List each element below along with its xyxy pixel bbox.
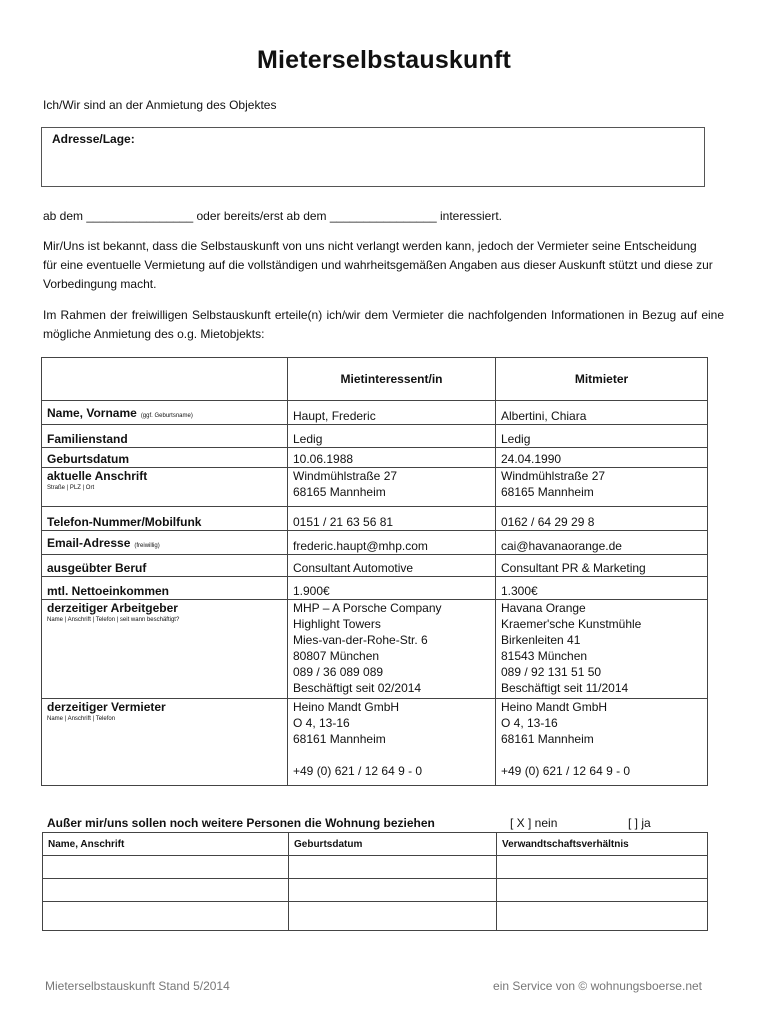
footer-service: ein Service von © wohnungsboerse.net	[493, 979, 702, 993]
address-field[interactable]	[41, 127, 705, 187]
row-label: Email-Adresse (freiwillig)	[42, 531, 288, 555]
row-sublabel: Straße | PLZ | Ort	[47, 485, 95, 491]
table-row	[43, 902, 708, 931]
further-persons-table	[42, 832, 708, 931]
table-row-familienstand	[42, 425, 708, 448]
row-sublabel: Name | Anschrift | Telefon	[47, 716, 116, 722]
row-sublabel: Name | Anschrift | Telefon | seit wann beschäftigt?	[47, 617, 180, 623]
table-row	[43, 879, 708, 902]
cell-mitmieter[interactable]: Ledig	[496, 425, 708, 448]
further-persons-question: Außer mir/uns sollen noch weitere Personen die Wohnung beziehen	[47, 816, 435, 830]
address-label: Adresse/Lage:	[52, 132, 135, 146]
empty-cell[interactable]	[289, 879, 497, 902]
empty-cell[interactable]	[43, 879, 289, 902]
empty-cell[interactable]	[289, 856, 497, 879]
table-row-telefon	[42, 507, 708, 531]
cell-interessent[interactable]: Heino Mandt GmbH O 4, 13-16 68161 Mannheim +49 (0) 621 / 12 64 9 - 0	[288, 699, 496, 786]
option-nein-checkbox[interactable]: [ X ] nein	[510, 816, 558, 830]
intro-text: Ich/Wir sind an der Anmietung des Objektes	[43, 98, 277, 112]
table-row-email	[42, 531, 708, 555]
cell-interessent[interactable]: Haupt, Frederic	[288, 401, 496, 425]
notice-paragraph: Mir/Uns ist bekannt, dass die Selbstauskunft von uns nicht verlangt werden kann, jedoch der Vermieter seine Entscheidung für eine eventuelle Vermietung auf die vollständigen und wahrheitsgemäßen Angaben aus dieser Auskunft stützt und diese zur Vorbedingung macht.	[43, 239, 713, 291]
table-row-arbeitgeber	[42, 600, 708, 699]
option-ja-checkbox[interactable]: [ ] ja	[628, 816, 651, 830]
table-row-name	[42, 401, 708, 425]
row-label: Telefon-Nummer/Mobilfunk	[42, 507, 288, 531]
row-label: ausgeübter Beruf	[42, 555, 288, 577]
empty-cell[interactable]	[497, 879, 708, 902]
row-note: (freiwillig)	[134, 543, 160, 549]
header-interessent: Mietinteressent/in	[288, 358, 496, 401]
cell-mitmieter[interactable]: Havana Orange Kraemer'sche Kunstmühle Birkenleiten 41 81543 München 089 / 92 131 51 50 Beschäftigt seit 11/2014	[496, 600, 708, 699]
table-header-row	[42, 358, 708, 401]
row-label: Name, Vorname (ggf. Geburtsname)	[42, 401, 288, 425]
cell-interessent[interactable]: 10.06.1988	[288, 448, 496, 468]
cell-interessent[interactable]: Windmühlstraße 27 68165 Mannheim	[288, 468, 496, 507]
cell-mitmieter[interactable]: Consultant PR & Marketing	[496, 555, 708, 577]
header-empty-cell	[42, 358, 288, 401]
empty-cell[interactable]	[43, 856, 289, 879]
table-row-beruf	[42, 555, 708, 577]
footer-version: Mieterselbstauskunft Stand 5/2014	[45, 979, 230, 993]
cell-mitmieter[interactable]: cai@havanaorange.de	[496, 531, 708, 555]
row-label: mtl. Nettoeinkommen	[42, 577, 288, 600]
persons-header-row	[43, 833, 708, 856]
row-note: (ggf. Geburtsname)	[140, 413, 193, 419]
empty-cell[interactable]	[43, 902, 289, 931]
cell-mitmieter[interactable]: 1.300€	[496, 577, 708, 600]
page-title: Mieterselbstauskunft	[256, 46, 512, 74]
cell-mitmieter[interactable]: Albertini, Chiara	[496, 401, 708, 425]
cell-interessent[interactable]: frederic.haupt@mhp.com	[288, 531, 496, 555]
cell-interessent[interactable]: 0151 / 21 63 56 81	[288, 507, 496, 531]
table-row-geburtsdatum	[42, 448, 708, 468]
header-mitmieter: Mitmieter	[496, 358, 708, 401]
table-row	[43, 856, 708, 879]
cell-mitmieter[interactable]: Windmühlstraße 27 68165 Mannheim	[496, 468, 708, 507]
row-label: aktuelle Anschrift Straße | PLZ | Ort	[42, 468, 288, 507]
header-verwandtschaft: Verwandtschaftsverhältnis	[497, 833, 708, 856]
cell-interessent[interactable]: Consultant Automotive	[288, 555, 496, 577]
empty-cell[interactable]	[497, 902, 708, 931]
empty-cell[interactable]	[289, 902, 497, 931]
cell-interessent[interactable]: 1.900€	[288, 577, 496, 600]
cell-mitmieter[interactable]: Heino Mandt GmbH O 4, 13-16 68161 Mannheim +49 (0) 621 / 12 64 9 - 0	[496, 699, 708, 786]
cell-interessent[interactable]: MHP – A Porsche Company Highlight Towers Mies-van-der-Rohe-Str. 6 80807 München 089 / 36 089 089 Beschäftigt seit 02/2014	[288, 600, 496, 699]
empty-cell[interactable]	[497, 856, 708, 879]
header-geburtsdatum: Geburtsdatum	[289, 833, 497, 856]
row-label: derzeitiger Vermieter Name | Anschrift | Telefon	[42, 699, 288, 786]
row-label: Familienstand	[42, 425, 288, 448]
cell-interessent[interactable]: Ledig	[288, 425, 496, 448]
header-name-anschrift: Name, Anschrift	[43, 833, 289, 856]
row-label: Geburtsdatum	[42, 448, 288, 468]
table-row-vermieter	[42, 699, 708, 786]
applicant-table	[41, 357, 708, 786]
cell-mitmieter[interactable]: 24.04.1990	[496, 448, 708, 468]
date-line: ab dem ________________ oder bereits/erst ab dem ________________ interessiert.	[43, 209, 503, 223]
table-row-anschrift	[42, 468, 708, 507]
table-row-einkommen	[42, 577, 708, 600]
cell-mitmieter[interactable]: 0162 / 64 29 29 8	[496, 507, 708, 531]
consent-paragraph: Im Rahmen der freiwilligen Selbstauskunft erteile(n) ich/wir dem Vermieter die nachfolgenden Informationen in Bezug auf eine mögliche Anmietung des o.g. Mietobjekts:	[43, 308, 724, 341]
row-label: derzeitiger Arbeitgeber Name | Anschrift | Telefon | seit wann beschäftigt?	[42, 600, 288, 699]
